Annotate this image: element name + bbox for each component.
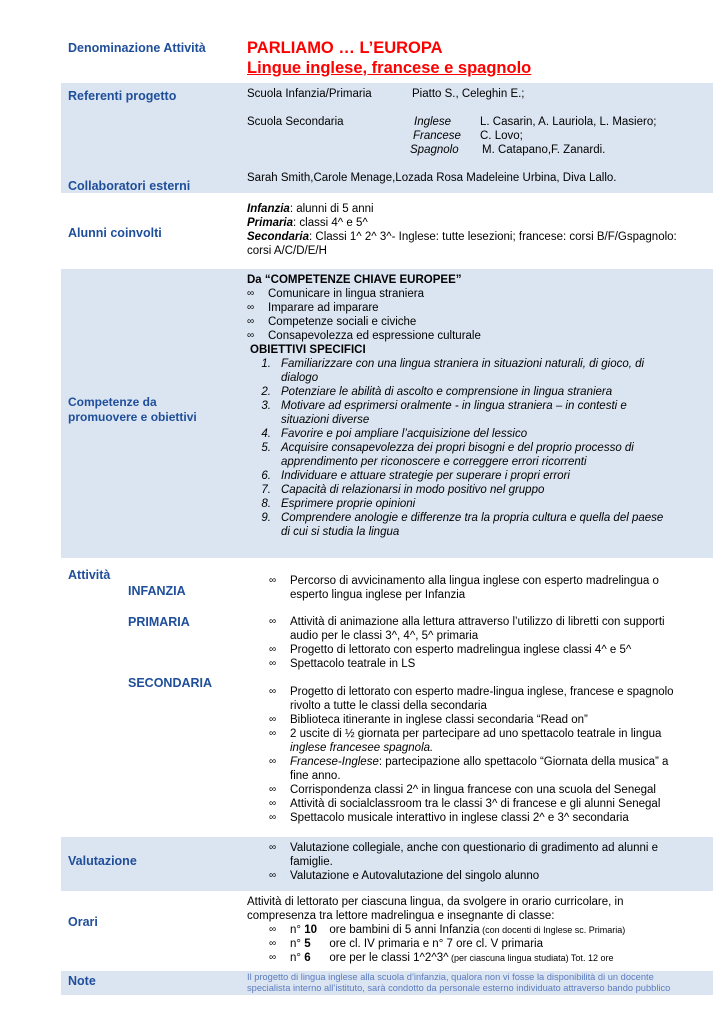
infinity-bullet-icon: ∞ <box>269 938 277 949</box>
chiave-item <box>247 329 709 343</box>
obiettivo-text <box>281 469 570 483</box>
alunni-primaria-key: Primaria <box>247 217 294 229</box>
activity-item-text <box>290 713 588 727</box>
obiettivo-line-1: Favorire e poi ampliare l’acquisizione del lessico <box>281 428 528 440</box>
chiave-item <box>247 315 709 329</box>
activity-item-text <box>290 841 658 869</box>
chiave-item <box>247 301 709 315</box>
obiettivo-text <box>281 497 415 511</box>
infinity-bullet-icon: ∞ <box>269 798 277 809</box>
infinity-bullet-icon: ∞ <box>269 812 277 823</box>
names-francese: C. Lovo; <box>480 130 523 142</box>
orari-item-text <box>290 923 625 937</box>
obiettivo-number: 7. <box>261 484 271 496</box>
activity-line-1: Corrispondenza classi 2^ in lingua francese con una scuola del Senegal <box>290 784 656 796</box>
chiave-item-label: Consapevolezza ed espressione culturale <box>268 330 481 342</box>
obiettivo-text <box>281 385 612 399</box>
obiettivo-line-1: Capacità di relazionarsi in modo positivo nel gruppo <box>281 484 545 496</box>
activity-item <box>269 797 709 811</box>
names-spagnolo: M. Catapano,F. Zanardi. <box>482 144 606 156</box>
obiettivo-number: 8. <box>261 498 271 510</box>
orari-small: (per ciascuna lingua studiata) <box>448 953 569 963</box>
obiettivo-item <box>247 385 709 399</box>
obiettivo-line-1: Individuare e attuare strategie per superare i propri errori <box>281 470 570 482</box>
project-subtitle: Lingue inglese, francese e spagnolo <box>247 59 532 77</box>
activity-line-2: esperto lingua inglese per Infanzia <box>290 589 466 601</box>
note-line-2: specialista interno all’istituto, sarà condotto da personale esterno individuato attraverso bando pubblico <box>247 983 671 993</box>
activity-line-1 <box>290 755 668 769</box>
attivita-secondaria-list <box>269 685 709 825</box>
orari-num: 10 <box>304 924 317 936</box>
infinity-bullet-icon: ∞ <box>269 842 277 853</box>
obiettivo-number: 9. <box>261 512 271 524</box>
label-primaria: PRIMARIA <box>128 615 190 629</box>
orari-pre: n° <box>290 924 305 936</box>
activity-line-1: Progetto di lettorato con esperto madre-lingua inglese, francese e spagnolo <box>290 686 674 698</box>
infinity-bullet-icon: ∞ <box>269 870 277 881</box>
orari-num: 6 <box>304 952 311 964</box>
label-competenze-2: promuovere e obiettivi <box>68 410 197 424</box>
valutazione-list <box>269 841 709 883</box>
chiave-item-label: Imparare ad imparare <box>268 302 379 314</box>
obiettivo-item <box>247 427 709 441</box>
label-collaboratori: Collaboratori esterni <box>68 179 191 193</box>
orari-tail: Tot. 12 ore <box>568 953 614 963</box>
infinity-bullet-icon: ∞ <box>269 756 277 767</box>
activity-desc: : partecipazione allo spettacolo “Giornata della musica” a <box>378 756 669 768</box>
infinity-bullet-icon: ∞ <box>247 288 255 299</box>
obiettivo-text <box>281 357 644 385</box>
lang-spagnolo: Spagnolo <box>410 144 459 156</box>
infinity-bullet-icon: ∞ <box>269 924 277 935</box>
obiettivo-number: 2. <box>261 386 271 398</box>
project-title: PARLIAMO … L’EUROPA <box>247 39 443 57</box>
label-valutazione: Valutazione <box>68 854 137 868</box>
activity-item-text <box>290 685 674 713</box>
obiettivo-number: 5. <box>261 442 271 454</box>
obiettivo-line-1: Motivare ad esprimersi oralmente - in lingua straniera – in contesti e <box>281 400 627 412</box>
obiettivo-number: 6. <box>261 470 271 482</box>
chiave-item-label: Comunicare in lingua straniera <box>268 288 424 300</box>
referenti-secondaria-school: Scuola Secondaria <box>247 116 344 128</box>
obiettivo-line-2: dialogo <box>281 372 319 384</box>
activity-item <box>269 727 709 755</box>
orari-item <box>269 937 707 951</box>
alunni-secondaria-value: : Classi 1^ 2^ 3^- Inglese: tutte lesezioni; francese: corsi B/F/Gspagnolo: <box>309 231 677 243</box>
obiettivo-line-2: apprendimento per riconoscere e correggere errori ricorrenti <box>281 456 587 468</box>
activity-item <box>269 574 709 602</box>
label-infanzia: INFANZIA <box>128 584 186 598</box>
competenze-chiave-list <box>247 287 709 343</box>
alunni-infanzia-value: : alunni di 5 anni <box>289 203 374 215</box>
obiettivo-item <box>247 441 709 469</box>
infinity-bullet-icon: ∞ <box>269 644 277 655</box>
row-orari <box>61 892 713 971</box>
activity-item-text <box>290 755 668 783</box>
activity-line-1: Spettacolo teatrale in LS <box>290 658 416 670</box>
obiettivo-item <box>247 497 709 511</box>
lang-francese: Francese <box>413 130 461 142</box>
obiettivo-line-1: Familiarizzare con una lingua straniera in situazioni naturali, di gioco, di <box>281 358 645 370</box>
row-attivita <box>61 559 713 837</box>
obiettivo-text <box>281 427 527 441</box>
activity-line-1: Spettacolo musicale interattivo in inglese classi 2^ e 3^ secondaria <box>290 812 629 824</box>
obiettivo-line-2: situazioni diverse <box>281 414 370 426</box>
obiettivo-item <box>247 399 709 427</box>
obiettivo-item <box>247 469 709 483</box>
activity-item-text <box>290 797 660 811</box>
obiettivo-item <box>247 357 709 385</box>
label-denominazione: Denominazione Attività <box>68 41 206 55</box>
activity-item <box>269 657 709 671</box>
obiettivo-text <box>281 399 627 427</box>
activity-item <box>269 869 709 883</box>
activity-line-1: Attività di animazione alla lettura attraverso l’utilizzo di libretti con supporti <box>290 616 665 628</box>
infinity-bullet-icon: ∞ <box>269 714 277 725</box>
infinity-bullet-icon: ∞ <box>269 784 277 795</box>
project-sheet <box>61 37 713 996</box>
activity-line-2: rivolto a tutte le classi della secondaria <box>290 700 487 712</box>
alunni-secondaria-key: Secondaria <box>247 231 309 243</box>
label-referenti: Referenti progetto <box>68 89 177 103</box>
referenti-infanzia-school: Scuola Infanzia/Primaria <box>247 88 372 100</box>
names-inglese: L. Casarin, A. Lauriola, L. Masiero; <box>480 116 657 128</box>
orari-item-text <box>290 937 543 951</box>
activity-item <box>269 685 709 713</box>
infinity-bullet-icon: ∞ <box>269 616 277 627</box>
activity-line-1: Valutazione collegiale, anche con questionario di gradimento ad alunni e <box>290 842 659 854</box>
obiettivo-number: 1. <box>261 358 271 370</box>
infinity-bullet-icon: ∞ <box>269 728 277 739</box>
orari-text: ore per le classi 1^2^3^ <box>326 952 449 964</box>
lang-inglese: Inglese <box>414 116 452 128</box>
obiettivo-line-1: Potenziare le abilità di ascolto e comprensione in lingua straniera <box>281 386 613 398</box>
activity-item <box>269 615 709 643</box>
chiave-item <box>247 287 709 301</box>
activity-item <box>269 841 709 869</box>
orari-item <box>269 951 707 965</box>
row-referenti <box>61 83 713 194</box>
label-secondaria: SECONDARIA <box>128 676 213 690</box>
orari-item <box>269 923 707 937</box>
orari-text: ore bambini di 5 anni Infanzia <box>326 924 480 936</box>
orari-pre: n° <box>290 952 305 964</box>
activity-line-1: Progetto di lettorato con esperto madrelingua inglese classi 4^ e 5^ <box>290 644 632 656</box>
row-denominazione <box>61 37 713 83</box>
obiettivo-line-1: Acquisire consapevolezza dei propri bisogni e del proprio processo di <box>281 442 634 454</box>
activity-lang: Francese-Inglese <box>290 756 379 768</box>
competenze-heading: Da “COMPETENZE CHIAVE EUROPEE” <box>247 274 462 286</box>
label-note: Note <box>68 974 96 988</box>
activity-item <box>269 811 709 825</box>
activity-item-text <box>290 869 539 883</box>
activity-item-text <box>290 643 631 657</box>
obiettivo-text <box>281 483 544 497</box>
alunni-infanzia-key: Infanzia <box>247 203 290 215</box>
attivita-infanzia-list <box>269 574 709 602</box>
label-competenze-1: Competenze da <box>68 395 157 409</box>
orari-item-text <box>290 951 613 965</box>
activity-item <box>269 643 709 657</box>
label-orari: Orari <box>68 915 98 929</box>
activity-line-1: Valutazione e Autovalutazione del singolo alunno <box>290 870 540 882</box>
obiettivo-text <box>281 511 663 539</box>
activity-item-text <box>290 811 629 825</box>
orari-intro-1: Attività di lettorato per ciascuna lingua, da svolgere in orario curricolare, in <box>247 896 624 908</box>
obiettivi-list <box>247 357 709 539</box>
infinity-bullet-icon: ∞ <box>269 952 277 963</box>
note-text <box>247 972 709 994</box>
obiettivo-number: 4. <box>261 428 271 440</box>
activity-item-text <box>290 783 656 797</box>
orari-num: 5 <box>304 938 311 950</box>
activity-item-text <box>290 657 415 671</box>
activity-line-2: inglese francesee spagnola. <box>290 742 434 754</box>
obiettivo-line-1: Comprendere anologie e differenze tra la propria cultura e quella del paese <box>281 512 664 524</box>
orari-content <box>247 895 707 965</box>
activity-line-2: famiglie. <box>290 856 333 868</box>
orari-intro-2: compresenza tra lettore madrelingua e insegnante di classe: <box>247 910 555 922</box>
activity-item-text <box>290 574 659 602</box>
attivita-primaria-list <box>269 615 709 671</box>
activity-line-2: fine anno. <box>290 770 341 782</box>
activity-item <box>269 713 709 727</box>
orari-list <box>247 923 707 965</box>
chiave-item-label: Competenze sociali e civiche <box>268 316 417 328</box>
row-alunni <box>61 194 713 269</box>
collaboratori-value: Sarah Smith,Carole Menage,Lozada Rosa Madeleine Urbina, Diva Lallo. <box>247 172 617 184</box>
activity-line-1: 2 uscite di ½ giornata per partecipare ad uno spettacolo teatrale in lingua <box>290 728 662 740</box>
obiettivo-text <box>281 441 634 469</box>
obiettivo-line-1: Esprimere proprie opinioni <box>281 498 416 510</box>
referenti-infanzia-names: Piatto S., Celeghin E.; <box>412 88 525 100</box>
infinity-bullet-icon: ∞ <box>247 302 255 313</box>
label-alunni: Alunni coinvolti <box>68 226 162 240</box>
alunni-secondaria-cont: corsi A/C/D/E/H <box>247 245 327 257</box>
activity-item-text <box>290 727 661 755</box>
row-competenze <box>61 269 713 559</box>
note-line-1: Il progetto di lingua inglese alla scuola d’infanzia, qualora non vi fosse la disponibilità di un docente <box>247 972 654 982</box>
obiettivi-heading: OBIETTIVI SPECIFICI <box>250 344 366 356</box>
label-attivita: Attività <box>68 568 111 582</box>
orari-text: ore cl. IV primaria e n° 7 ore cl. V primaria <box>326 938 543 950</box>
infinity-bullet-icon: ∞ <box>247 316 255 327</box>
obiettivo-number: 3. <box>261 400 271 412</box>
activity-line-1: Biblioteca itinerante in inglese classi secondaria “Read on” <box>290 714 588 726</box>
competenze-content <box>247 273 709 539</box>
activity-line-1: Percorso di avvicinamento alla lingua inglese con esperto madrelingua o <box>290 575 659 587</box>
activity-line-1: Attività di socialclassroom tra le classi 3^ di francese e gli alunni Senegal <box>290 798 661 810</box>
infinity-bullet-icon: ∞ <box>247 330 255 341</box>
obiettivo-item <box>247 483 709 497</box>
activity-item <box>269 783 709 797</box>
activity-line-2: audio per le classi 3^, 4^, 5^ primaria <box>290 630 479 642</box>
activity-item <box>269 755 709 783</box>
infinity-bullet-icon: ∞ <box>269 686 277 697</box>
infinity-bullet-icon: ∞ <box>269 658 277 669</box>
row-valutazione <box>61 837 713 892</box>
obiettivo-item <box>247 511 709 539</box>
alunni-primaria-value: : classi 4^ e 5^ <box>293 217 368 229</box>
activity-item-text <box>290 615 665 643</box>
orari-pre: n° <box>290 938 305 950</box>
alunni-list <box>247 202 677 258</box>
orari-small: (con docenti di Inglese sc. Primaria) <box>479 925 626 935</box>
infinity-bullet-icon: ∞ <box>269 575 277 586</box>
row-note <box>61 971 713 996</box>
obiettivo-line-2: di cui si studia la lingua <box>281 526 400 538</box>
